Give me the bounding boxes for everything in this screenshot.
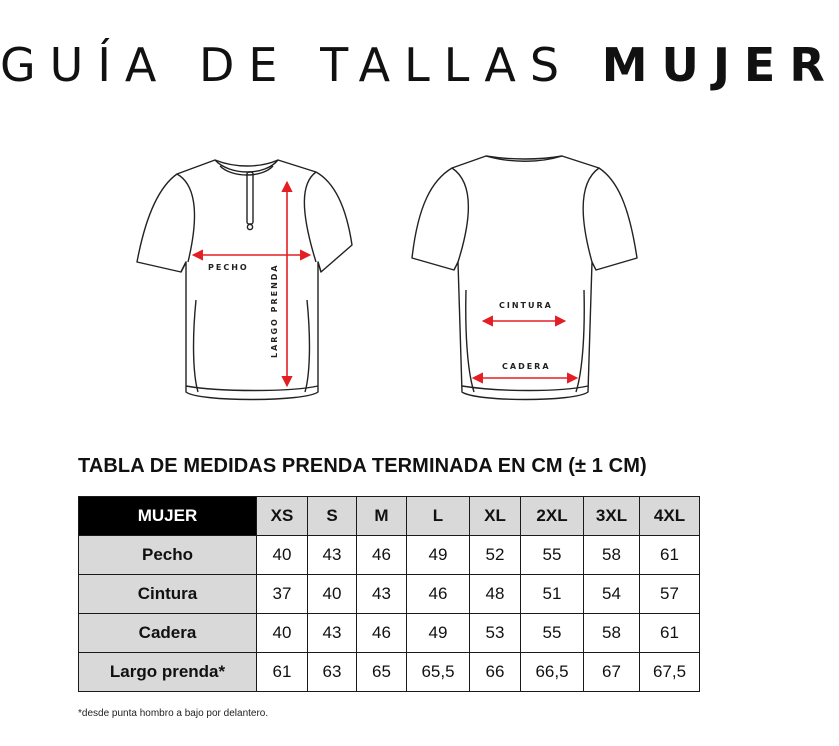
row-label: Cadera bbox=[79, 614, 257, 653]
label-largo: LARGO PRENDA bbox=[270, 263, 279, 358]
table-cell: 54 bbox=[584, 575, 640, 614]
table-cell: 40 bbox=[308, 575, 357, 614]
title-light: GUÍA DE TALLAS bbox=[0, 38, 574, 92]
table-cell: 61 bbox=[640, 614, 700, 653]
table-cell: 43 bbox=[308, 614, 357, 653]
table-cell: 49 bbox=[407, 614, 470, 653]
size-header: 2XL bbox=[521, 497, 584, 536]
table-cell: 48 bbox=[470, 575, 521, 614]
table-cell: 46 bbox=[357, 614, 407, 653]
size-header-row bbox=[79, 497, 700, 536]
footnote: *desde punta hombro a bajo por delantero. bbox=[78, 708, 269, 719]
row-label: Largo prenda* bbox=[79, 653, 257, 692]
table-row bbox=[79, 653, 700, 692]
table-cell: 63 bbox=[308, 653, 357, 692]
size-header: 4XL bbox=[640, 497, 700, 536]
table-cell: 43 bbox=[357, 575, 407, 614]
table-cell: 58 bbox=[584, 614, 640, 653]
size-table bbox=[78, 496, 700, 692]
row-label: Pecho bbox=[79, 536, 257, 575]
label-cadera: CADERA bbox=[502, 362, 551, 371]
table-cell: 67 bbox=[584, 653, 640, 692]
row-label: Cintura bbox=[79, 575, 257, 614]
table-cell: 51 bbox=[521, 575, 584, 614]
table-row bbox=[79, 614, 700, 653]
table-cell: 65,5 bbox=[407, 653, 470, 692]
title-bold: MUJER bbox=[601, 38, 839, 92]
table-cell: 43 bbox=[308, 536, 357, 575]
table-cell: 66,5 bbox=[521, 653, 584, 692]
table-row bbox=[79, 536, 700, 575]
table-cell: 40 bbox=[257, 614, 308, 653]
table-cell: 55 bbox=[521, 614, 584, 653]
table-cell: 40 bbox=[257, 536, 308, 575]
label-cintura: CINTURA bbox=[499, 301, 553, 310]
table-cell: 49 bbox=[407, 536, 470, 575]
corner-cell: MUJER bbox=[79, 497, 257, 536]
table-cell: 55 bbox=[521, 536, 584, 575]
size-header: L bbox=[407, 497, 470, 536]
table-cell: 66 bbox=[470, 653, 521, 692]
size-header: XL bbox=[470, 497, 521, 536]
size-header: XS bbox=[257, 497, 308, 536]
table-cell: 61 bbox=[257, 653, 308, 692]
front-shirt-drawing bbox=[137, 160, 352, 400]
table-cell: 65 bbox=[357, 653, 407, 692]
table-cell: 52 bbox=[470, 536, 521, 575]
table-cell: 46 bbox=[407, 575, 470, 614]
label-pecho: PECHO bbox=[208, 263, 249, 272]
size-header: M bbox=[357, 497, 407, 536]
table-caption: TABLA DE MEDIDAS PRENDA TERMINADA EN CM (± 1 CM) bbox=[78, 455, 647, 477]
size-header: S bbox=[308, 497, 357, 536]
table-row bbox=[79, 575, 700, 614]
table-cell: 53 bbox=[470, 614, 521, 653]
size-header: 3XL bbox=[584, 497, 640, 536]
table-cell: 37 bbox=[257, 575, 308, 614]
table-cell: 58 bbox=[584, 536, 640, 575]
table-cell: 46 bbox=[357, 536, 407, 575]
table-cell: 57 bbox=[640, 575, 700, 614]
table-cell: 67,5 bbox=[640, 653, 700, 692]
table-cell: 61 bbox=[640, 536, 700, 575]
